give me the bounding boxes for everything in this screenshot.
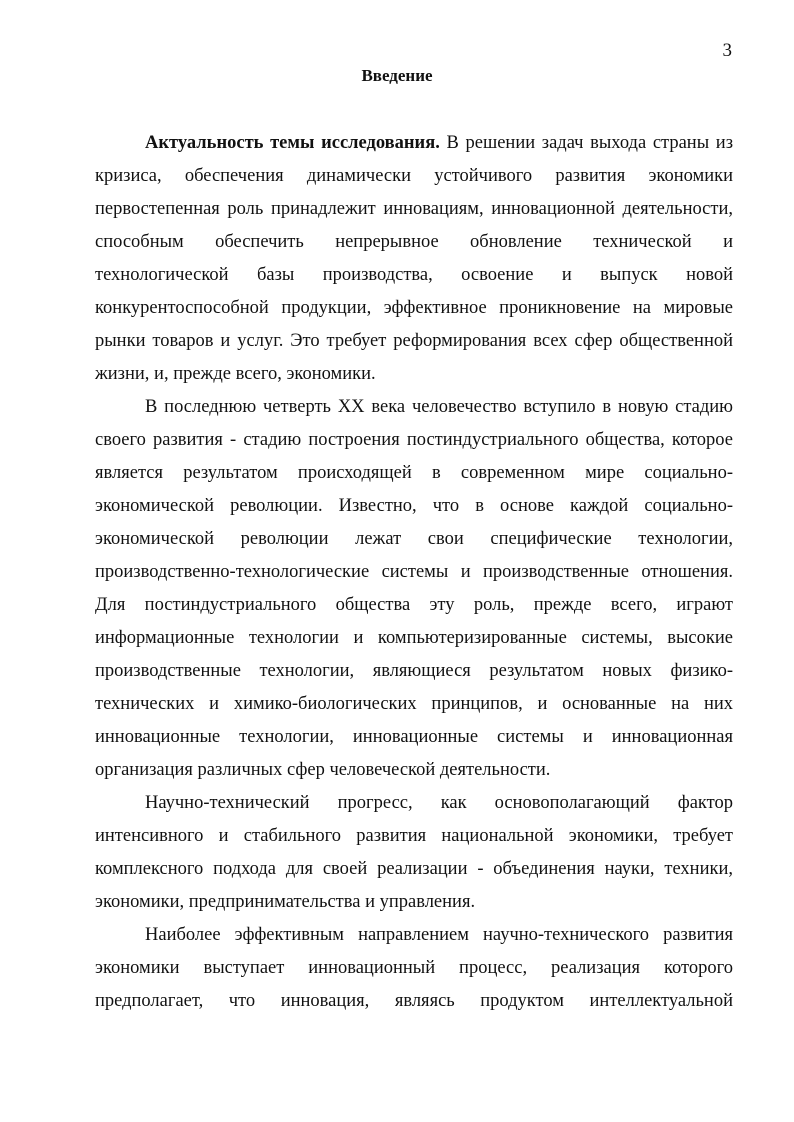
paragraph-1-lead: Актуальность темы исследования. [145, 133, 440, 153]
paragraph-1-text: В решении задач выхода страны из кризиса, обеспечения динамически устойчивого развития экономики первостепенная роль принадлежит инновациям, инновационной деятельности, способным обеспечить непрерывное обновление технической и технологической базы производства, освоение и выпуск новой конкурентоспособной продукции, эффективное проникновение на мировые рынки товаров и услуг. Это требует реформирования всех сфер общественной жизни, и, прежде всего, экономики. [95, 133, 733, 384]
body-text [95, 127, 733, 1018]
page-number: 3 [722, 40, 732, 61]
paragraph-2: В последнюю четверть XX века человечество вступило в новую стадию своего развития - стадию построения постиндустриального общества, которое является результатом происходящей в современном мире социально-экономической революции. Известно, что в основе каждой социально-экономической революции лежат свои специфические технологии, производственно-технологические системы и производственные отношения. Для постиндустриального общества эту роль, прежде всего, играют информационные технологии и компьютеризированные системы, высокие производственные технологии, являющиеся результатом новых физико-технических и химико-биологических принципов, и основанные на них инновационные технологии, инновационные системы и инновационная организация различных сфер человеческой деятельности. [95, 397, 733, 780]
paragraph-1 [95, 127, 733, 391]
paragraph-3: Научно-технический прогресс, как основополагающий фактор интенсивного и стабильного развития национальной экономики, требует комплексного подхода для своей реализации - объединения науки, техники, экономики, предпринимательства и управления. [95, 793, 733, 912]
paragraph-4: Наиболее эффективным направлением научно-технического развития экономики выступает инновационный процесс, реализация которого предполагает, что инновация, являясь продуктом интеллектуальной [95, 925, 733, 1011]
section-title: Введение [361, 66, 433, 85]
